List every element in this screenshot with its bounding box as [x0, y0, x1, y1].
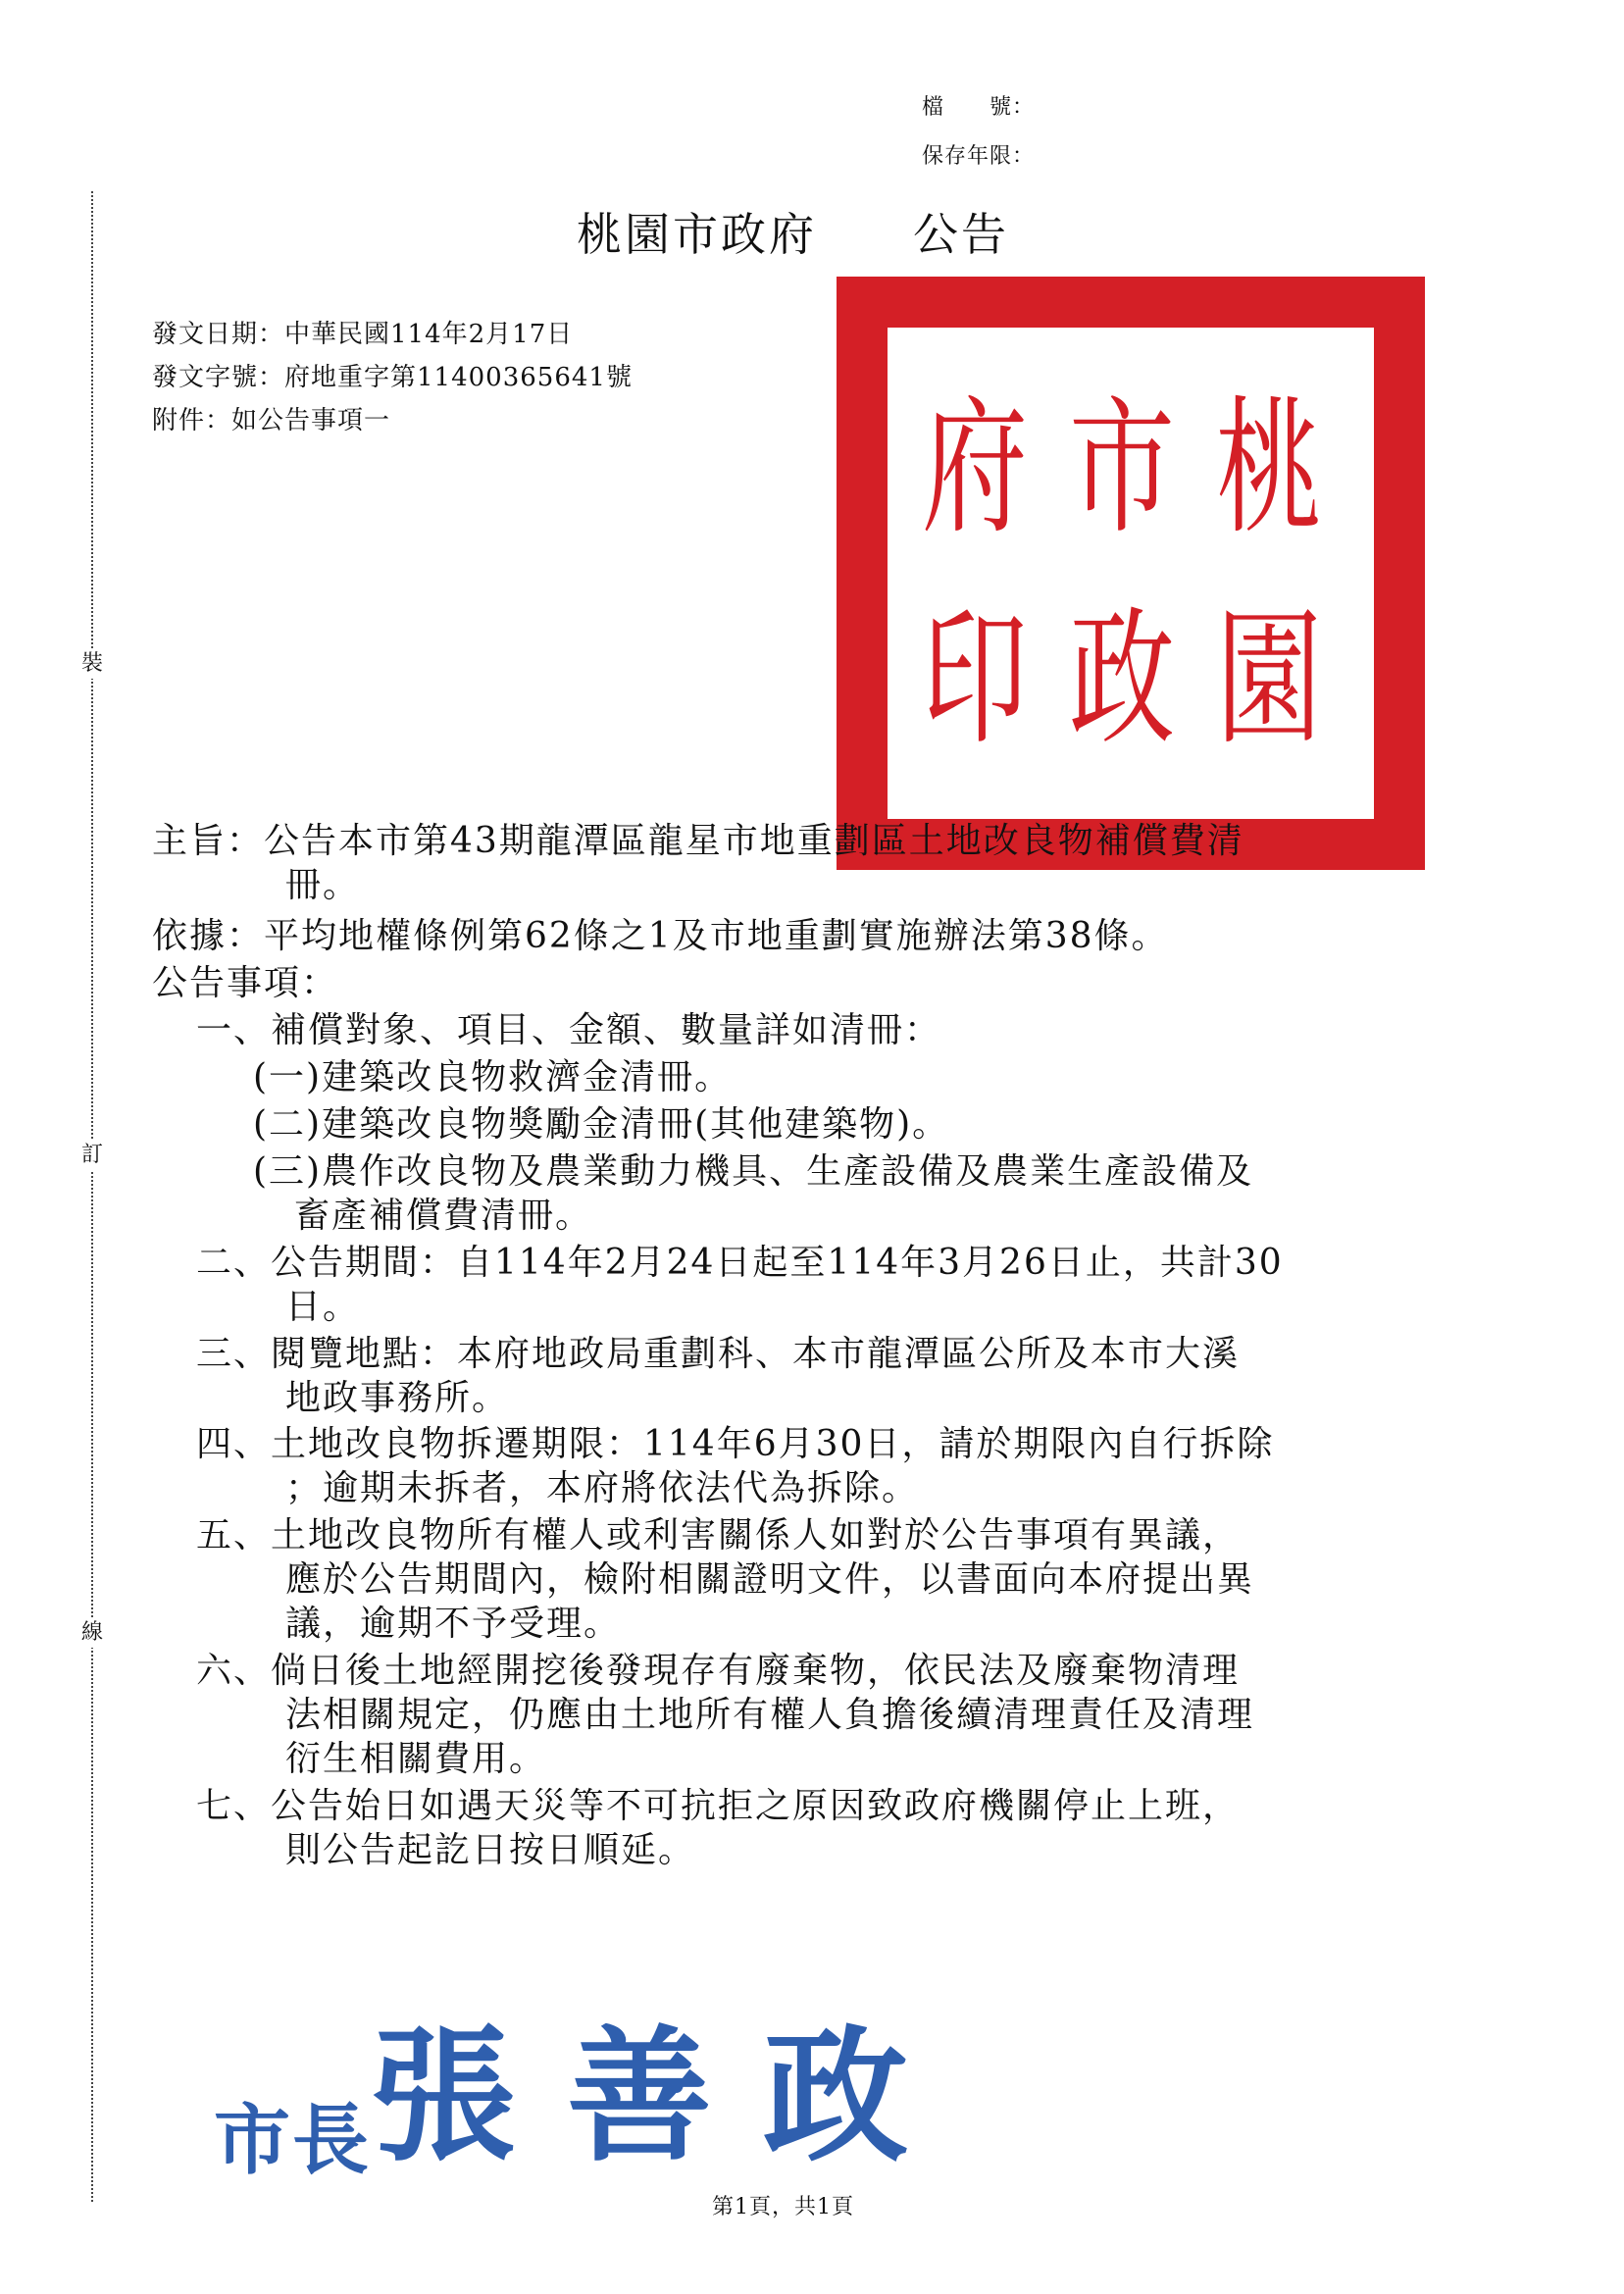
mayor-signature-stamp: [214, 1981, 959, 2189]
seal-char: 桃: [1215, 382, 1322, 554]
item-3-line-2: 地政事務所。: [285, 1378, 510, 1418]
document-type: 公告: [913, 208, 1009, 261]
binding-char-ding: 訂: [78, 1141, 106, 1170]
binding-line: [91, 191, 93, 2202]
agency-name: 桃園市政府: [577, 208, 817, 261]
document-number: 發文字號：府地重字第11400365641號: [152, 363, 633, 392]
signature-name: 張善政: [371, 2011, 960, 2181]
item-4-line-1: 四、土地改良物拆遷期限：114年6月30日，請於期限內自行拆除: [196, 1424, 1275, 1464]
item-1: 一、補償對象、項目、金額、數量詳如清冊：: [196, 1010, 942, 1050]
seal-char: 印: [921, 593, 1028, 765]
binding-char-xian: 線: [78, 1618, 106, 1648]
item-7-line-2: 則公告起訖日按日順延。: [285, 1830, 696, 1870]
item-6-line-1: 六、倘日後土地經開挖後發現存有廢棄物，依民法及廢棄物清理: [196, 1651, 1241, 1691]
retention-period-label: 保存年限：: [922, 144, 1036, 169]
items-heading: 公告事項：: [152, 963, 339, 1003]
legal-basis: 依據：平均地權條例第62條之1及市地重劃實施辦法第38條。: [152, 916, 1169, 956]
attachment: 附件：如公告事項一: [152, 406, 391, 435]
item-2-line-1: 二、公告期間：自114年2月24日起至114年3月26日止，共計30: [196, 1243, 1284, 1283]
seal-characters: [921, 363, 1343, 785]
seal-char: 政: [1068, 593, 1175, 765]
official-seal: [837, 277, 1425, 870]
issue-date: 發文日期：中華民國114年2月17日: [152, 320, 574, 349]
item-4-line-2: ；逾期未拆者，本府將依法代為拆除。: [285, 1468, 920, 1508]
item-6-line-3: 衍生相關費用。: [285, 1739, 547, 1779]
document-title: [577, 199, 1009, 264]
item-5-line-2: 應於公告期間內，檢附相關證明文件，以書面向本府提出異: [285, 1559, 1255, 1600]
file-number-label: 檔 號：: [922, 95, 1036, 120]
item-5-line-3: 議，逾期不予受理。: [285, 1604, 622, 1644]
page-number: 第1頁，共1頁: [712, 2195, 854, 2219]
item-3-line-1: 三、閱覽地點：本府地政局重劃科、本市龍潭區公所及本市大溪: [196, 1334, 1241, 1374]
item-1-1: (一)建築改良物救濟金清冊。: [253, 1057, 733, 1097]
seal-char: 園: [1215, 593, 1322, 765]
item-6-line-2: 法相關規定，仍應由土地所有權人負擔後續清理責任及清理: [285, 1695, 1255, 1735]
item-1-2: (二)建築改良物獎勵金清冊(其他建築物)。: [253, 1104, 950, 1145]
item-2-line-2: 日。: [285, 1287, 361, 1327]
seal-char: 府: [921, 382, 1028, 554]
seal-inner-field: [888, 328, 1374, 819]
item-1-3-line-2: 畜產補償費清冊。: [294, 1196, 593, 1236]
signature-title: 市長: [214, 2096, 372, 2185]
item-5-line-1: 五、土地改良物所有權人或利害關係人如對於公告事項有異議，: [196, 1515, 1241, 1555]
item-1-3-line-1: (三)農作改良物及農業動力機具、生產設備及農業生產設備及: [253, 1151, 1254, 1192]
item-7-line-1: 七、公告始日如遇天災等不可抗拒之原因致政府機關停止上班，: [196, 1786, 1241, 1826]
subject-line-2: 冊。: [285, 865, 361, 905]
seal-char: 市: [1068, 382, 1175, 554]
binding-char-zhuang: 裝: [78, 649, 106, 679]
subject-line-1: 主旨：公告本市第43期龍潭區龍星市地重劃區土地改良物補償費清: [152, 821, 1244, 861]
